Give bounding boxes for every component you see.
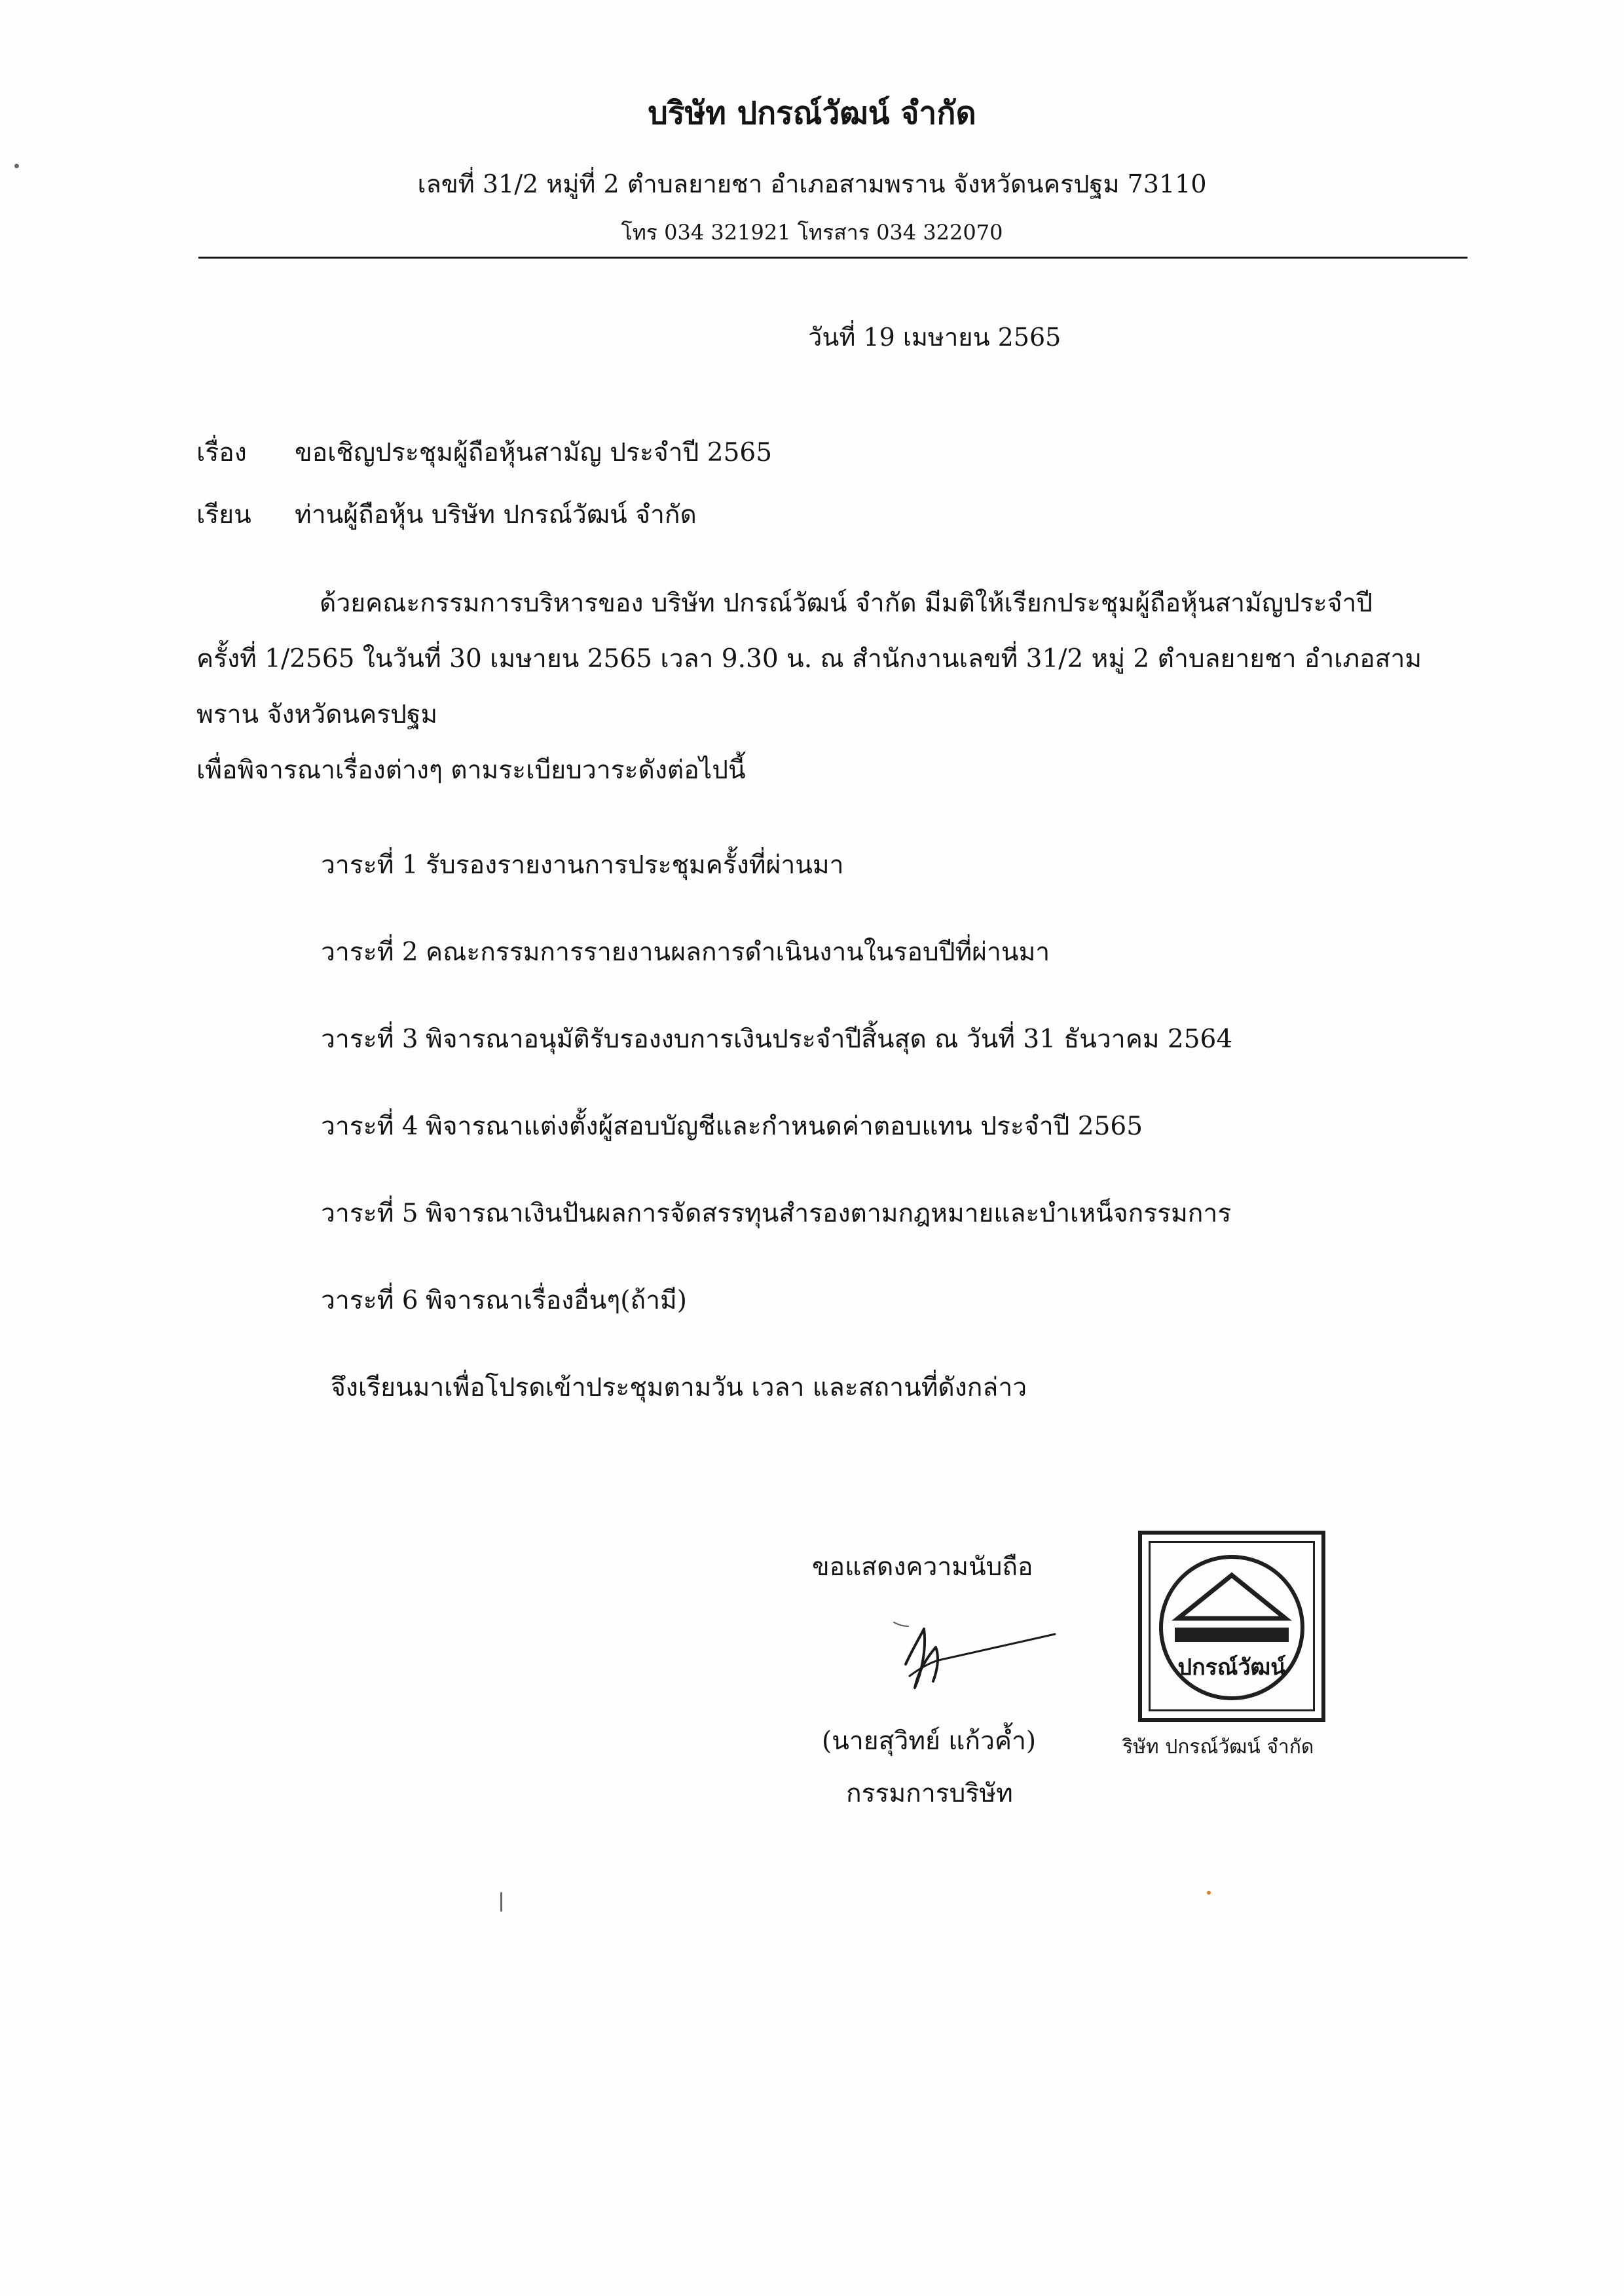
seal-logo-icon (1142, 1535, 1321, 1718)
agenda-text: พิจารณาเงินปันผลการจัดสรรทุนสำรองตามกฎหมายและบำเหน็จกรรมการ (426, 1199, 1232, 1228)
agenda-text: พิจารณาเรื่องอื่นๆ(ถ้ามี) (426, 1286, 687, 1315)
agenda-number: วาระที่ 6 (321, 1286, 418, 1315)
closing-sentence: จึงเรียนมาเพื่อโปรดเข้าประชุมตามวัน เวลา และสถานที่ดังกล่าว (331, 1373, 1027, 1402)
letter-date: วันที่ 19 เมษายน 2565 (808, 323, 1061, 352)
agenda-text: พิจารณาอนุมัติรับรองงบการเงินประจำปีสิ้นสุด ณ วันที่ 31 ธันวาคม 2564 (426, 1025, 1233, 1054)
signatory-name: (นายสุวิทย์ แก้วค้ำ) (822, 1726, 1037, 1756)
regards: ขอแสดงความนับถือ (812, 1552, 1033, 1582)
body-line-3: พราน จังหวัดนครปฐม (196, 700, 438, 729)
agenda-text: คณะกรรมการรายงานผลการดำเนินงานในรอบปีที่ผ่านมา (426, 938, 1050, 967)
subject-value: ขอเชิญประชุมผู้ถือหุ้นสามัญ ประจำปี 2565 (295, 438, 773, 467)
agenda-item (321, 1280, 687, 1321)
scan-speck (1207, 1891, 1211, 1895)
header-divider (198, 257, 1467, 259)
subject-line (196, 432, 772, 473)
company-name: บริษัท ปกรณ์วัฒน์ จำกัด (648, 95, 976, 132)
agenda-number: วาระที่ 5 (321, 1199, 418, 1228)
agenda-item (321, 932, 1050, 972)
signatory-position: กรรมการบริษัท (846, 1779, 1013, 1808)
company-seal (1138, 1531, 1325, 1722)
agenda-item (321, 1106, 1143, 1146)
company-phone: โทร 034 321921 โทรสาร 034 322070 (621, 220, 1003, 245)
agenda-item (321, 1193, 1231, 1233)
agenda-number: วาระที่ 3 (321, 1025, 418, 1054)
agenda-text: รับรองรายงานการประชุมครั้งที่ผ่านมา (426, 850, 844, 880)
company-address: เลขที่ 31/2 หมู่ที่ 2 ตำบลยายชา อำเภอสามพราน จังหวัดนครปฐม 73110 (417, 170, 1207, 198)
recipient-value: ท่านผู้ถือหุ้น บริษัท ปกรณ์วัฒน์ จำกัด (295, 500, 697, 530)
subject-label: เรื่อง (196, 438, 247, 467)
body-line-1: ด้วยคณะกรรมการบริหารของ บริษัท ปกรณ์วัฒน์ จำกัด มีมติให้เรียกประชุมผู้ถือหุ้นสามัญประจำปี (320, 589, 1373, 618)
handwritten-signature (881, 1611, 1064, 1702)
agenda-number: วาระที่ 4 (321, 1112, 418, 1141)
body-line-4: เพื่อพิจารณาเรื่องต่างๆ ตามระเบียบวาระดังต่อไปนี้ (196, 756, 746, 785)
recipient-label: เรียน (196, 500, 251, 530)
seal-logo-text: ปกรณ์วัฒน์ (1177, 1654, 1286, 1681)
agenda-item (321, 845, 844, 885)
agenda-item (321, 1019, 1232, 1059)
scan-speck (500, 1892, 502, 1912)
agenda-number: วาระที่ 2 (321, 938, 418, 967)
recipient-line (196, 494, 697, 535)
scan-speck (14, 164, 19, 168)
body-line-2: ครั้งที่ 1/2565 ในวันที่ 30 เมษายน 2565 เวลา 9.30 น. ณ สำนักงานเลขที่ 31/2 หมู่ 2 ตำบลยายชา อำเภอสาม (196, 644, 1422, 674)
agenda-number: วาระที่ 1 (321, 850, 418, 880)
seal-caption: ริษัท ปกรณ์วัฒน์ จำกัด (1122, 1736, 1314, 1758)
agenda-text: พิจารณาแต่งตั้งผู้สอบบัญชีและกำหนดค่าตอบแทน ประจำปี 2565 (426, 1112, 1143, 1141)
